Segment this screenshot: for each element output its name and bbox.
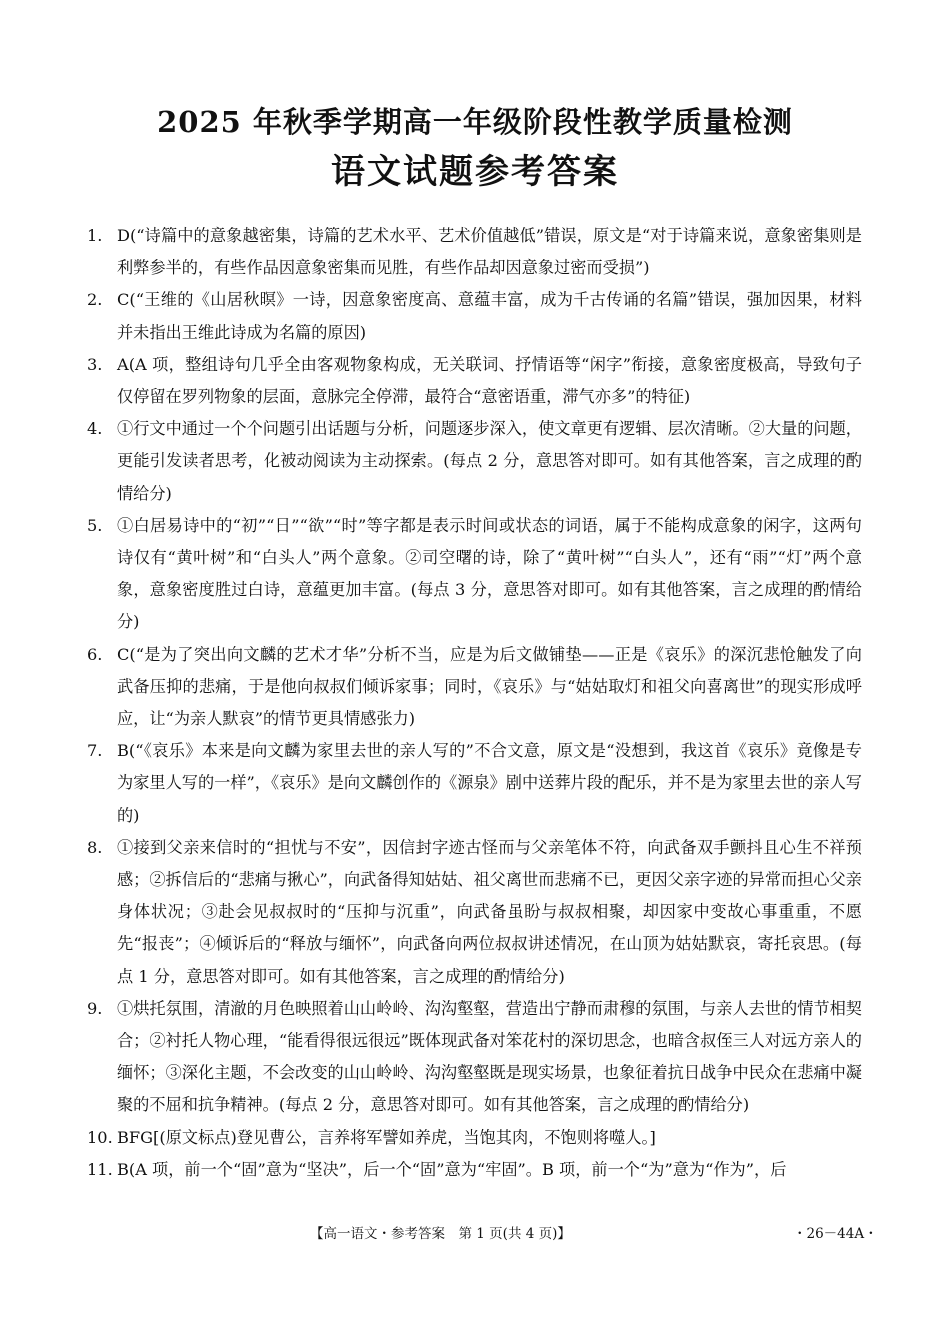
answer-item: [87, 639, 862, 736]
page-footer: [0, 1222, 950, 1246]
answer-number: 4.: [87, 419, 103, 439]
answer-text: C(“是为了突出向文麟的艺术才华”分析不当，应是为后文做铺垫——正是《哀乐》的深沉悲怆触发了向武备压抑的悲痛，于是他向叔叔们倾诉家事；同时，《哀乐》与“姑姑取灯和祖父向喜离世”的现实形成呼应，让“为亲人默哀”的情节更具情感张力): [117, 644, 862, 729]
page-title: 2025 年秋季学期高一年级阶段性教学质量检测: [157, 105, 793, 139]
page-subtitle: 语文试题参考答案: [331, 152, 619, 192]
answer-number: 7.: [87, 741, 103, 761]
answer-item: [87, 1122, 862, 1154]
answer-number: 3.: [87, 354, 103, 374]
answer-text: D(“诗篇中的意象越密集，诗篇的艺术水平、艺术价值越低”错误，原文是“对于诗篇来说，意象密集则是利弊参半的，有些作品因意象密集而见胜，有些作品却因意象过密而受损”): [117, 226, 862, 278]
answer-number: 5.: [87, 515, 103, 535]
answer-item: [87, 284, 862, 348]
answer-number: 1.: [87, 226, 103, 245]
answer-item: [87, 220, 862, 284]
answer-item: [87, 832, 862, 993]
answer-text: ①接到父亲来信时的“担忧与不安”，因信封字迹古怪而与父亲笔体不符，向武备双手颤抖且心生不祥预感；②拆信后的“悲痛与揪心”，向武备得知姑姑、祖父离世而悲痛不已，更因父亲字迹的异常而担心父亲身体状况；③赴会见叔叔时的“压抑与沉重”，向武备虽盼与叔叔相聚，却因家中变故心事重重，不愿先“报丧”；④倾诉后的“释放与缅怀”，向武备向两位叔叔讲述情况，在山顶为姑姑默哀，寄托哀思。(每点 1 分，意思答对即可。如有其他答案，言之成理的酌情给分): [117, 837, 862, 986]
answer-number: 10.: [87, 1127, 113, 1147]
footer-page-label: 【高一语文・参考答案 第 1 页(共 4 页)】: [310, 1226, 571, 1242]
answer-list: [87, 220, 862, 1186]
answer-item: [87, 1154, 862, 1186]
answer-item: [87, 735, 862, 832]
answer-text: B(“《哀乐》本来是向文麟为家里去世的亲人写的”不合文意，原文是“没想到，我这首《哀乐》竟像是专为家里人写的一样”，《哀乐》是向文麟创作的《源泉》剧中送葬片段的配乐，并不是为家里去世的亲人写的): [117, 741, 862, 825]
answer-number: 2.: [87, 290, 103, 310]
answer-item: [87, 413, 862, 510]
answer-text: C(“王维的《山居秋暝》一诗，因意象密度高、意蕴丰富，成为千古传诵的名篇”错误，强加因果，材料并未指出王维此诗成为名篇的原因): [117, 290, 862, 342]
answer-number: 11.: [87, 1159, 113, 1179]
answer-text: ①白居易诗中的“初”“日”“欲”“时”等字都是表示时间或状态的词语，属于不能构成意象的闲字，这两句诗仅有“黄叶树”和“白头人”两个意象。②司空曙的诗，除了“黄叶树”“白头人”，还有“雨”“灯”两个意象，意象密度胜过白诗，意蕴更加丰富。(每点 3 分，意思答对即可。如有其他答案，言之成理的酌情给分): [117, 515, 862, 632]
answer-text: ①行文中通过一个个问题引出话题与分析，问题逐步深入，使文章更有逻辑、层次清晰。②大量的问题，更能引发读者思考，化被动阅读为主动探索。(每点 2 分，意思答对即可。如有其他答案，言之成理的酌情给分): [117, 419, 862, 503]
answer-item: [87, 993, 862, 1122]
answer-number: 8.: [87, 837, 103, 857]
answer-text: A(A 项，整组诗句几乎全由客观物象构成，无关联词、抒情语等“闲字”衔接，意象密度极高，导致句子仅停留在罗列物象的层面，意脉完全停滞，最符合“意密语重，滞气亦多”的特征): [117, 354, 862, 407]
answer-text: B(A 项，前一个“固”意为“坚决”，后一个“固”意为“牢固”。B 项，前一个“为”意为“作为”，后: [117, 1159, 787, 1179]
answer-number: 9.: [87, 998, 103, 1018]
answer-number: 6.: [87, 644, 103, 664]
footer-code: ・26－44A・: [793, 1226, 878, 1242]
answer-text: BFG[(原文标点)登见曹公，言养将军譬如养虎，当饱其肉，不饱则将噬人。]: [117, 1127, 656, 1147]
answer-item: [87, 510, 862, 639]
answer-text: ①烘托氛围，清澈的月色映照着山山岭岭、沟沟壑壑，营造出宁静而肃穆的氛围，与亲人去世的情节相契合；②衬托人物心理，“能看得很远很远”既体现武备对笨花村的深切思念，也暗含叔侄三人对远方亲人的缅怀；③深化主题，不会改变的山山岭岭、沟沟壑壑既是现实场景，也象征着抗日战争中民众在悲痛中凝聚的不屈和抗争精神。(每点 2 分，意思答对即可。如有其他答案，言之成理的酌情给分): [117, 998, 862, 1115]
answer-item: [87, 349, 862, 413]
